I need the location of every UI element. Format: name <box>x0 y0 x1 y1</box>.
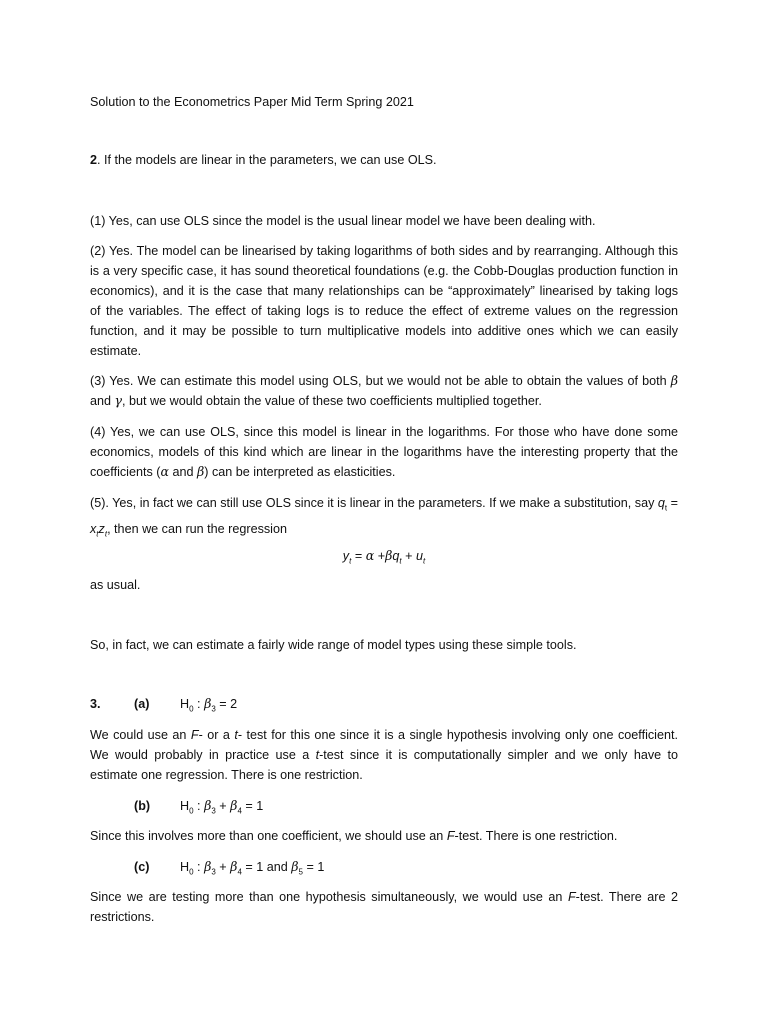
q3c-answer: Since we are testing more than one hypothesis simultaneously, we would use an F-test. There are 2 restrictions. <box>90 890 678 924</box>
q3c-hypothesis: $H_0$ : $\beta_3 + \beta_4 = 1$ and $\beta_5 = 1$ <box>180 859 325 877</box>
q3a-hypothesis: $H_0$ : $\beta_3 = 2$ <box>180 696 238 714</box>
q2-paragraph-3: (3) Yes. We can estimate this model using OLS, but we would not be able to obtain the values of both β and γ, but we would obtain the value of these two coefficients multiplied together. <box>90 373 678 408</box>
q3b-hypothesis: $H_0$ : $\beta_3 + \beta_4 = 1$ <box>180 798 264 816</box>
q3-number: 3. <box>90 697 101 711</box>
document-title: Solution to the Econometrics Paper Mid Term Spring 2021 <box>90 95 414 109</box>
q2-paragraph-5: (5). Yes, in fact we can still use OLS since it is linear in the parameters. If we make a substitution, say $q_t$ = $x_tz_t$, then we can run the regression <box>90 496 678 539</box>
regression-equation: $y_t = \alpha +\beta q_t + u_t$ <box>342 548 426 566</box>
q2-intro: 2. If the models are linear in the parameters, we can use OLS. <box>90 153 437 167</box>
q2-number: 2 <box>90 153 98 167</box>
q2-summary: So, in fact, we can estimate a fairly wide range of model types using these simple tools. <box>90 638 577 652</box>
q3a-label: (a) <box>134 697 150 711</box>
q3a-answer: We could use an F- or a t- test for this one since it is a single hypothesis involving only one coefficient. We would probably in practice use a t-test since it is computationally simpler and we only have to estimate one regression. There is one restriction. <box>90 728 678 782</box>
q2-paragraph-2: (2) Yes. The model can be linearised by taking logarithms of both sides and by rearranging. Although this is a very specific case, it has sound theoretical foundations (e.g. the Cobb-Douglas production function in economics), and it is the case that many relationships can be “approximately” linearised by taking logs of the variables. The effect of taking logs is to reduce the effect of extreme values on the regression function, and it may be possible to turn multiplicative models into additive ones which we can easily estimate. <box>90 244 678 358</box>
q2-paragraph-4: (4) Yes, we can use OLS, since this model is linear in the logarithms. For those who have done some economics, models of this kind which are linear in the logarithms have the interesting property that the coefficients (α and β) can be interpreted as elasticities. <box>90 425 678 479</box>
q3b-answer: Since this involves more than one coefficient, we should use an F-test. There is one restriction. <box>90 829 618 843</box>
q2-paragraph-1: (1) Yes, can use OLS since the model is the usual linear model we have been dealing with. <box>90 214 596 228</box>
q3c-label: (c) <box>134 860 150 874</box>
as-usual-text: as usual. <box>90 578 141 592</box>
q3b-label: (b) <box>134 799 151 813</box>
